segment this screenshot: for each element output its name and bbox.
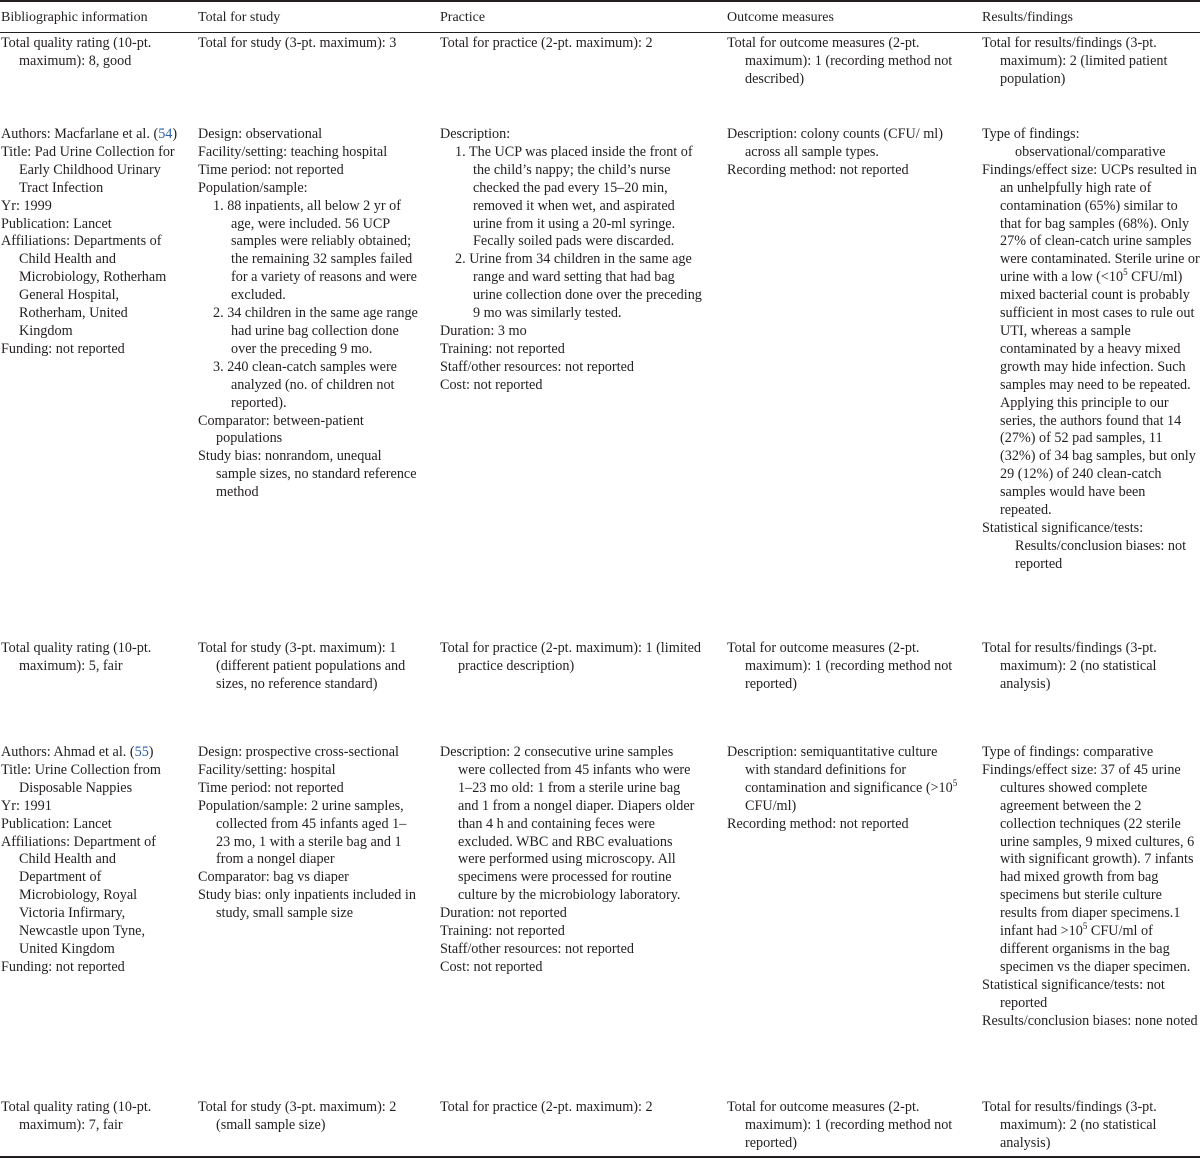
macfarlane-practice-cell: [440, 126, 702, 395]
macfarlane-population-item: 1. 88 inpatients, all below 2 yr of age, were included. 56 UCP samples were reliably obtained; the remaining 32 samples failed for a variety of reasons and were excluded.: [213, 197, 417, 304]
macfarlane-practice-label: Description:: [440, 126, 511, 142]
macfarlane-findings-type-label: Type of findings:: [982, 126, 1080, 142]
rating2-study: Total for study (3-pt. maximum): 1 (different patient populations and sizes, no reference standard): [198, 640, 406, 692]
rating2-bib-cell: [1, 640, 181, 676]
macfarlane-population-label: Population/sample:: [198, 179, 308, 196]
macfarlane-stat-value: Results/conclusion biases: not reported: [1015, 537, 1187, 572]
ahmad-publication: Publication: Lancet: [1, 815, 112, 832]
ahmad-effect-exponent: 5: [1082, 921, 1088, 932]
ahmad-study-cell: [198, 744, 420, 923]
table-top-rule: [0, 0, 1200, 2]
ahmad-title: Title: Urine Collection from Disposable Nappies: [1, 761, 161, 796]
rating1-bib-cell: [1, 35, 181, 71]
rating2-results: Total for results/findings (3-pt. maximum): 2 (no statistical analysis): [982, 640, 1157, 692]
macfarlane-population-item: 2. 34 children in the same age range had urine bag collection done over the preceding 9 mo.: [213, 305, 418, 357]
rating2-study-cell: [198, 640, 420, 694]
macfarlane-period: Time period: not reported: [198, 161, 344, 178]
rating3-study: Total for study (3-pt. maximum): 2 (small sample size): [198, 1099, 397, 1133]
macfarlane-findings-type-value: observational/comparative: [1015, 143, 1166, 160]
macfarlane-training: Training: not reported: [440, 340, 565, 357]
rating1-study-cell: [198, 35, 420, 53]
macfarlane-population-item: 3. 240 clean-catch samples were analyzed (no. of children not reported).: [213, 358, 397, 411]
rating3-bib-cell: [1, 1099, 181, 1135]
macfarlane-citation: [153, 126, 177, 142]
macfarlane-comparator: Comparator: between-patient populations: [198, 412, 364, 447]
macfarlane-effect-b: CFU/ml) mixed bacterial count is probably sufficient in most cases to rule out UTI, whereas a sample contaminated by a heavy mixed growth may hide infection. Such samples may need to be repeated. Applying this principle to our series, the authors found that 14 (27%) of 52 pad samples, 11 (32%) of 34 bag samples, but only 29 (12%) of 240 clean-catch samples would have been repeated.: [1000, 269, 1196, 519]
ahmad-stat: Statistical significance/tests: not reported: [982, 976, 1165, 1011]
macfarlane-duration: Duration: 3 mo: [440, 322, 527, 339]
macfarlane-effect-a: Findings/effect size: UCPs resulted in an unhelpfully high rate of contamination (65%) similar to that for bag samples (68%). Only 27% of clean-catch urine samples were contaminated. Sterile urine or urine with a low (<10: [982, 161, 1200, 286]
macfarlane-outcome-description: Description: colony counts (CFU/ ml) across all sample types.: [727, 126, 943, 160]
ahmad-cost: Cost: not reported: [440, 958, 543, 975]
header-results: Results/findings: [982, 10, 1074, 25]
rating2-practice-cell: [440, 640, 702, 676]
rating3-bib: Total quality rating (10-pt. maximum): 7, fair: [1, 1099, 152, 1133]
macfarlane-ref-close: ): [172, 126, 178, 142]
header-study: Total for study: [198, 10, 281, 25]
macfarlane-year: Yr: 1999: [1, 197, 52, 214]
macfarlane-effect-exponent: 5: [1123, 267, 1128, 278]
macfarlane-design: Design: observational: [198, 126, 323, 142]
header-practice: Practice: [440, 10, 486, 25]
macfarlane-cost: Cost: not reported: [440, 376, 543, 393]
macfarlane-ref-open: (: [153, 126, 159, 142]
ahmad-outcome-description-b: CFU/ml): [745, 797, 797, 814]
rating3-study-cell: [198, 1099, 420, 1135]
ahmad-practice-cell: [440, 744, 702, 977]
macfarlane-effect: [982, 162, 1200, 520]
ahmad-comparator: Comparator: bag vs diaper: [198, 869, 349, 886]
ahmad-effect: [982, 762, 1200, 977]
macfarlane-bib-cell: [1, 126, 181, 359]
rating3-outcome-cell: [727, 1099, 962, 1153]
ahmad-results-cell: [982, 744, 1200, 1031]
ahmad-training: Training: not reported: [440, 923, 565, 940]
rating3-practice: Total for practice (2-pt. maximum): 2: [440, 1099, 653, 1115]
ahmad-bias: Study bias: only inpatients included in study, small sample size: [198, 887, 416, 922]
rating1-outcome-cell: [727, 35, 962, 89]
ahmad-findings-type: Type of findings: comparative: [982, 744, 1154, 760]
ahmad-practice-description: Description: 2 consecutive urine samples were collected from 45 infants who were 1–23 mo old: 1 from a sterile urine bag and 1 from a nongel diaper. Diapers older than 4 h and containing feces were excluded. WBC and RBC evaluations were performed using microscopy. All specimens were processed for routine culture by the microbiology laboratory.: [440, 744, 695, 904]
macfarlane-title: Title: Pad Urine Collection for Early Childhood Urinary Tract Infection: [1, 143, 175, 196]
rating3-practice-cell: [440, 1099, 702, 1117]
ahmad-ref-link[interactable]: 55: [134, 744, 149, 760]
ahmad-outcome-recording: Recording method: not reported: [727, 815, 909, 832]
macfarlane-setting: Facility/setting: teaching hospital: [198, 143, 388, 160]
rating3-results: Total for results/findings (3-pt. maximum): 2 (no statistical analysis): [982, 1099, 1157, 1151]
rating2-outcome-cell: [727, 640, 962, 694]
ahmad-setting: Facility/setting: hospital: [198, 761, 336, 778]
ahmad-biases: Results/conclusion biases: none noted: [982, 1012, 1198, 1029]
macfarlane-bias: Study bias: nonrandom, unequal sample sizes, no standard reference method: [198, 448, 417, 501]
ahmad-outcome-description: [727, 744, 962, 816]
ahmad-design: Design: prospective cross-sectional: [198, 744, 399, 760]
ahmad-authors: [1, 744, 181, 762]
ahmad-outcome-exponent: 5: [952, 777, 958, 788]
macfarlane-study-cell: [198, 126, 420, 502]
macfarlane-results-cell: [982, 126, 1200, 574]
rating1-practice-cell: [440, 35, 702, 53]
ahmad-staff: Staff/other resources: not reported: [440, 940, 634, 957]
rating1-outcome: Total for outcome measures (2-pt. maximum): 1 (recording method not described): [727, 35, 953, 87]
header-outcome: Outcome measures: [727, 10, 834, 25]
macfarlane-authors-label: Authors: Macfarlane et al.: [1, 126, 150, 142]
rating3-outcome: Total for outcome measures (2-pt. maximum): 1 (recording method not reported): [727, 1099, 953, 1151]
macfarlane-practice-item: 1. The UCP was placed inside the front of the child’s nappy; the child’s nurse checked the pad every 15–20 min, removed it when wet, and aspirated urine from it using a 20-ml syringe. Fecally soiled pads were discarded.: [455, 143, 693, 250]
macfarlane-outcome-cell: [727, 126, 962, 180]
ahmad-outcome-description-a: Description: semiquantitative culture with standard definitions for contamination and significance (>10: [727, 744, 953, 796]
ahmad-funding: Funding: not reported: [1, 958, 125, 975]
rating1-practice: Total for practice (2-pt. maximum): 2: [440, 35, 653, 51]
macfarlane-publication: Publication: Lancet: [1, 215, 112, 232]
ahmad-ref-open: (: [129, 744, 135, 760]
rating3-results-cell: [982, 1099, 1200, 1153]
macfarlane-affiliations: Affiliations: Departments of Child Health and Microbiology, Rotherham General Hospital, Rotherham, United Kingdom: [1, 233, 167, 339]
ahmad-citation: [130, 744, 154, 760]
header-rule: [0, 32, 1200, 33]
rating1-bib: Total quality rating (10-pt. maximum): 8, good: [1, 35, 152, 69]
rating1-study: Total for study (3-pt. maximum): 3: [198, 35, 397, 51]
ahmad-effect-a: Findings/effect size: 37 of 45 urine cultures showed complete agreement between the 2 collection techniques (22 sterile urine samples, 9 mixed cultures, 6 with significant growth). 7 infants had mixed growth from bag specimens but sterile culture results from diaper specimens.1 infant had >10: [982, 761, 1195, 940]
macfarlane-practice-item: 2. Urine from 34 children in the same age range and ward setting that had bag urine collection done over the preceding 9 mo was similarly tested.: [455, 251, 702, 322]
macfarlane-stat-label: Statistical significance/tests:: [982, 519, 1144, 536]
header-bibliographic: Bibliographic information: [1, 10, 148, 25]
macfarlane-funding: Funding: not reported: [1, 340, 125, 357]
ahmad-bib-cell: [1, 744, 181, 977]
ahmad-duration: Duration: not reported: [440, 905, 567, 922]
macfarlane-ref-link[interactable]: 54: [158, 126, 173, 142]
ahmad-period: Time period: not reported: [198, 779, 344, 796]
ahmad-population: Population/sample: 2 urine samples, collected from 45 infants aged 1–23 mo, 1 with a sterile bag and 1 from a nongel diaper: [198, 797, 407, 868]
macfarlane-authors: [1, 126, 181, 144]
rating2-bib: Total quality rating (10-pt. maximum): 5, fair: [1, 640, 152, 674]
rating2-outcome: Total for outcome measures (2-pt. maximum): 1 (recording method not reported): [727, 640, 953, 692]
macfarlane-staff: Staff/other resources: not reported: [440, 358, 634, 375]
macfarlane-outcome-recording: Recording method: not reported: [727, 161, 909, 178]
ahmad-ref-close: ): [148, 744, 154, 760]
rating1-results: Total for results/findings (3-pt. maximum): 2 (limited patient population): [982, 35, 1168, 87]
table-bottom-rule: [0, 1156, 1200, 1158]
ahmad-effect-b: CFU/ml of different organisms in the bag specimen vs the diaper specimen.: [1000, 923, 1191, 975]
rating1-results-cell: [982, 35, 1200, 89]
ahmad-year: Yr: 1991: [1, 797, 52, 814]
ahmad-affiliations: Affiliations: Department of Child Health and Department of Microbiology, Royal Victoria Infirmary, Newcastle upon Tyne, United Kingdom: [1, 833, 156, 957]
rating2-results-cell: [982, 640, 1200, 694]
ahmad-outcome-cell: [727, 744, 962, 834]
ahmad-authors-label: Authors: Ahmad et al.: [1, 744, 127, 760]
rating2-practice: Total for practice (2-pt. maximum): 1 (limited practice description): [440, 640, 701, 674]
